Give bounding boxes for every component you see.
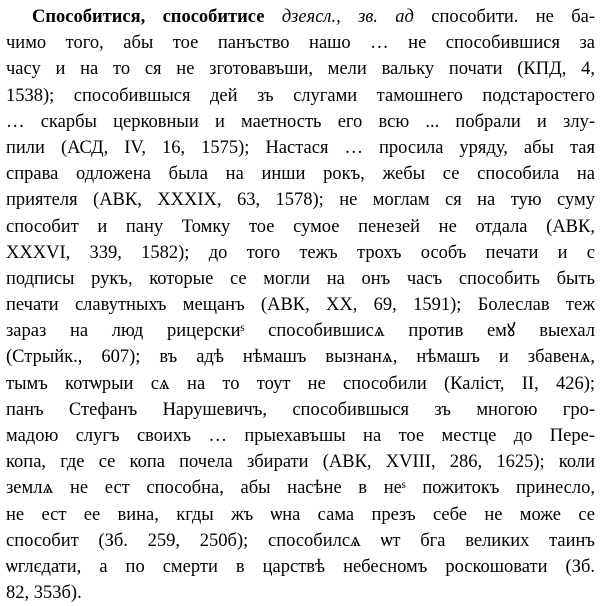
- entry-line-3: часу и на то ся не зготовавъши, мели вальку почати (КПД, 4,: [6, 59, 595, 80]
- entry-line-10: XXXVI, 339, 1582); до того тежъ трохъ особъ печати и с: [6, 242, 595, 263]
- entry-line-7: справа одложена была на инши рокъ, жебы се способила на: [6, 164, 595, 185]
- entry-text: способити. не ба-: [413, 7, 595, 27]
- entry-line-13: зараз на люд рицерскиˢ способившисѧ против емꙋ выехал: [6, 321, 595, 342]
- entry-line-14: (Стрыйк., 607); въ адѣ нѣмашъ вызнанѧ, нѣмашъ и збавенѧ,: [6, 347, 595, 368]
- entry-line-18: копа, где се копа почела збирати (АВК, XVIII, 286, 1625); коли: [6, 452, 595, 473]
- entry-line-5: … скарбы церковныи и маетность его всю ... побрали и злу-: [6, 111, 595, 132]
- entry-line-22: ѡглєдати, а по смерти в царствѣ небесномъ роскошовати (Зб.: [6, 556, 595, 577]
- entry-line-12: печати славутныхъ мещанъ (АВК, XX, 69, 1591); Болеслав теж: [6, 295, 595, 316]
- entry-line-15: тымъ котѡрыи сѧ на то тоут не способили (Каліст, II, 426);: [6, 373, 595, 394]
- entry-line-8: приятеля (АВК, XXXIX, 63, 1578); не моглам ся на тую суму: [6, 190, 595, 211]
- entry-line-16: панъ Стефанъ Нарушевичъ, способившыся зъ многою гро-: [6, 399, 595, 420]
- entry-line-1: [6, 4, 595, 30]
- entry-line-17: мадою слугъ своихъ … прыехавъшы на тое местце до Пере-: [6, 426, 595, 446]
- entry-line-11: подписы рукъ, которые се могли на онъ часъ способить быть: [6, 268, 595, 289]
- entry-line-4: 1538); способившыся дей зъ слугами тамошнего подстаростего: [6, 85, 595, 106]
- entry-line-19: землѧ не ест способна, абы насѣне в неˢ пожитокъ принесло,: [6, 478, 595, 499]
- entry-line-21: способит (Зб. 259, 250б); способилсѧ ѡт бга великих таинъ: [6, 530, 595, 551]
- entry-line-20: не ест ее вина, кгды жъ ѡна сама презъ себе не може се: [6, 504, 595, 525]
- entry-line-23: 82, 353б).: [6, 583, 82, 604]
- headword: Способитися, способитисе: [32, 7, 265, 27]
- entry-line-2: чимо того, абы тое панъство нашо … не способившися за: [6, 33, 595, 54]
- entry-line-6: пили (АСД, IV, 16, 1575); Настася … просила уряду, абы тая: [6, 137, 595, 158]
- entry-line-9: способит и пану Томку тое сумое пенезей не отдала (АВК,: [6, 216, 595, 237]
- grammar-note: дзеясл., зв. ад: [281, 7, 414, 27]
